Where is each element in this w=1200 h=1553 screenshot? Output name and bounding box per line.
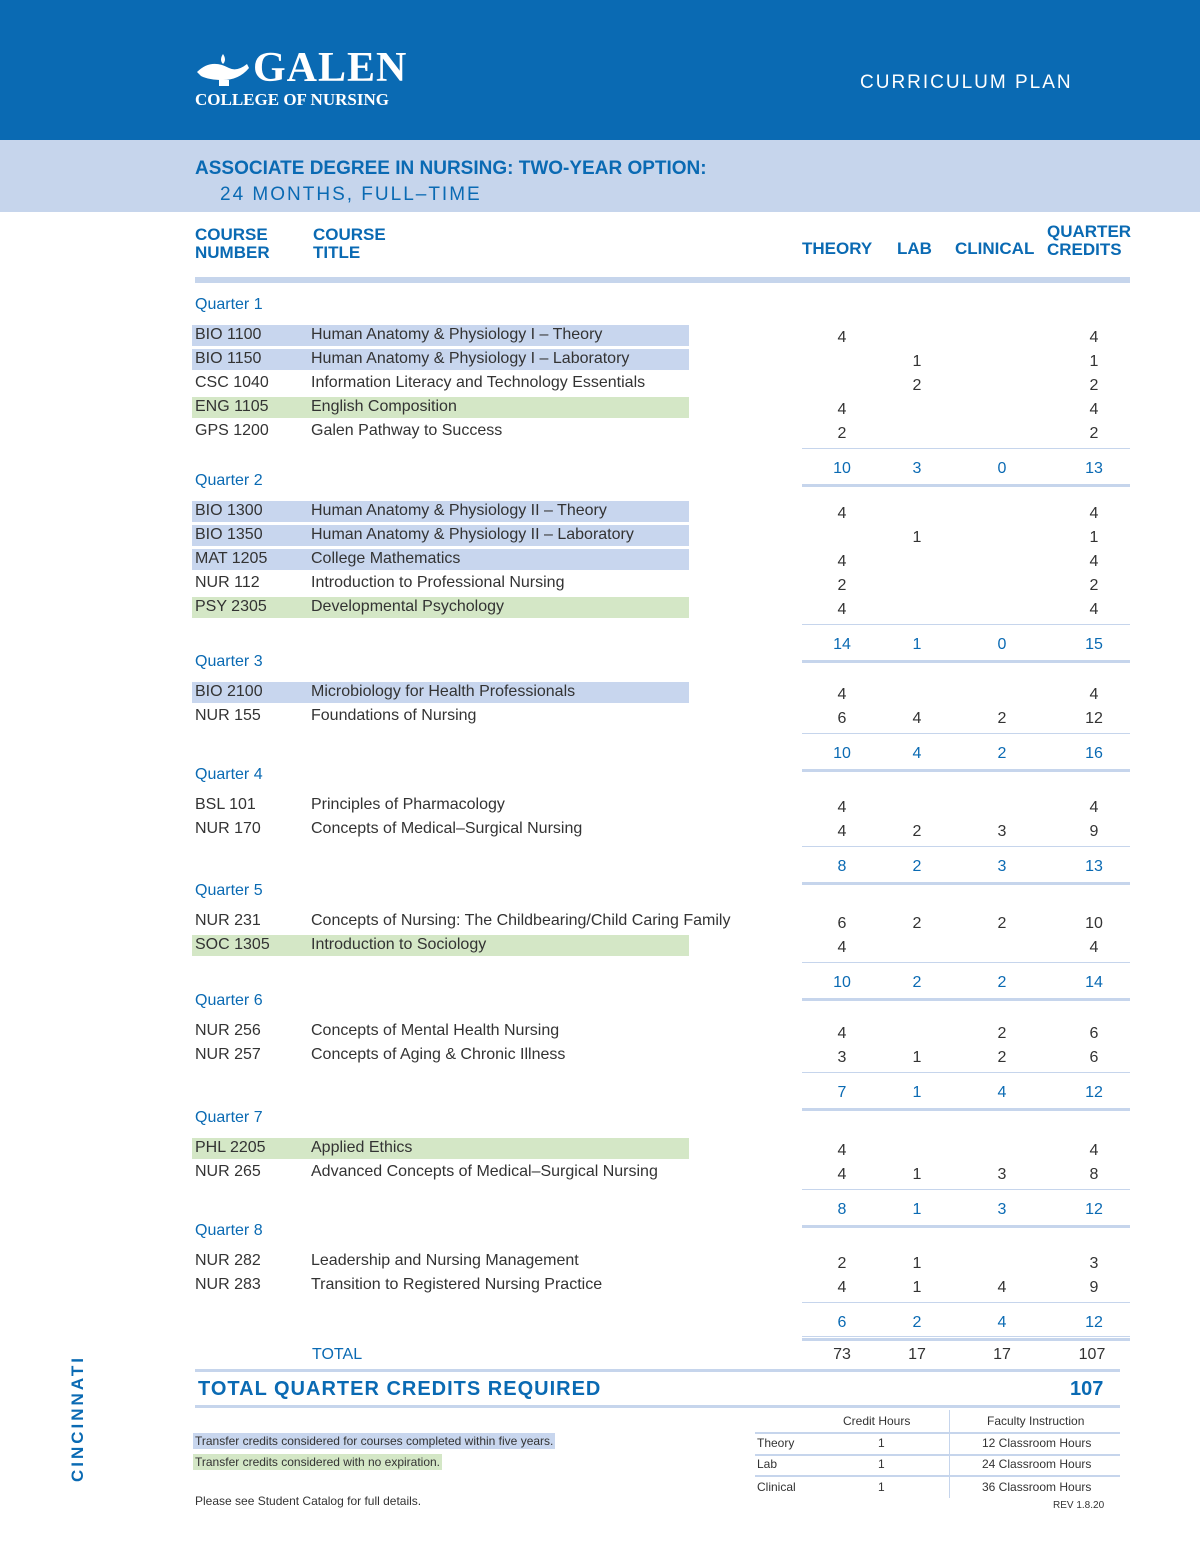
quarter-total-lab: 2 xyxy=(912,858,922,875)
quarter-total-credits: 13 xyxy=(1085,460,1103,477)
quarter-total-lab: 1 xyxy=(912,636,922,653)
campus-label: CINCINNATI xyxy=(68,1355,87,1482)
course-number: SOC 1305 xyxy=(195,936,270,953)
course-theory: 2 xyxy=(837,1255,847,1272)
quarter-label: Quarter 8 xyxy=(195,1222,263,1239)
quarter-total-clinical: 2 xyxy=(997,745,1007,762)
subtotal-rule xyxy=(802,624,1130,625)
quarter-total-lab: 4 xyxy=(912,745,922,762)
course-title: Information Literacy and Technology Essentials xyxy=(311,374,646,391)
course-credits: 4 xyxy=(1089,553,1099,570)
course-credits: 2 xyxy=(1089,577,1099,594)
subtotal-rule xyxy=(802,962,1130,963)
course-lab: 1 xyxy=(912,1255,922,1272)
quarter-label: Quarter 6 xyxy=(195,992,263,1009)
course-theory: 3 xyxy=(837,1049,847,1066)
quarter-total-credits: 12 xyxy=(1085,1314,1103,1331)
course-credits: 4 xyxy=(1089,505,1099,522)
course-title: Concepts of Nursing: The Childbearing/Child Caring Family xyxy=(311,912,731,929)
quarter-total-rule xyxy=(802,882,1130,885)
course-theory: 6 xyxy=(837,915,847,932)
course-credits: 4 xyxy=(1089,799,1099,816)
legend-instr-header: Faculty Instruction xyxy=(987,1414,1085,1428)
course-number: NUR 257 xyxy=(195,1046,261,1063)
course-credits: 9 xyxy=(1089,823,1099,840)
course-lab: 2 xyxy=(912,823,922,840)
quarter-total-clinical: 2 xyxy=(997,974,1007,991)
course-clinical: 4 xyxy=(997,1279,1007,1296)
quarter-total-credits: 16 xyxy=(1085,745,1103,762)
quarter-total-theory: 8 xyxy=(837,858,847,875)
course-title: Human Anatomy & Physiology II – Laboratory xyxy=(311,526,634,543)
course-theory: 4 xyxy=(837,1166,847,1183)
quarter-total-lab: 2 xyxy=(912,974,922,991)
course-number: NUR 155 xyxy=(195,707,261,724)
course-credits: 2 xyxy=(1089,377,1099,394)
course-title: Developmental Psychology xyxy=(311,598,504,615)
quarter-total-theory: 10 xyxy=(833,974,851,991)
course-theory: 4 xyxy=(837,939,847,956)
quarter-label: Quarter 2 xyxy=(195,472,263,489)
quarter-total-rule xyxy=(802,660,1130,663)
quarter-total-clinical: 3 xyxy=(997,1201,1007,1218)
quarter-total-theory: 6 xyxy=(837,1314,847,1331)
legend-instr: 24 Classroom Hours xyxy=(982,1457,1092,1471)
course-clinical: 2 xyxy=(997,1049,1007,1066)
course-credits: 9 xyxy=(1089,1279,1099,1296)
quarter-total-theory: 10 xyxy=(833,745,851,762)
course-lab: 1 xyxy=(912,1279,922,1296)
quarter-total-credits: 13 xyxy=(1085,858,1103,875)
course-lab: 1 xyxy=(912,353,922,370)
course-credits: 2 xyxy=(1089,425,1099,442)
quarter-label: Quarter 7 xyxy=(195,1109,263,1126)
legend-credit: 1 xyxy=(878,1436,885,1450)
course-theory: 4 xyxy=(837,401,847,418)
lamp-icon xyxy=(193,50,253,90)
course-title: Human Anatomy & Physiology I – Laboratory xyxy=(311,350,630,367)
course-theory: 4 xyxy=(837,505,847,522)
quarter-total-clinical: 3 xyxy=(997,858,1007,875)
total-credits: 107 xyxy=(1078,1346,1106,1363)
course-theory: 2 xyxy=(837,577,847,594)
course-number: NUR 282 xyxy=(195,1252,261,1269)
course-theory: 6 xyxy=(837,710,847,727)
header-bar xyxy=(0,0,1200,140)
course-title: Advanced Concepts of Medical–Surgical Nursing xyxy=(311,1163,658,1180)
course-theory: 4 xyxy=(837,686,847,703)
quarter-total-rule xyxy=(802,998,1130,1001)
course-credits: 1 xyxy=(1089,529,1099,546)
course-number: PHL 2205 xyxy=(195,1139,266,1156)
course-title: Human Anatomy & Physiology I – Theory xyxy=(311,326,603,343)
course-number: NUR 112 xyxy=(195,574,260,591)
course-number: BIO 1350 xyxy=(195,526,263,543)
legend-instr: 12 Classroom Hours xyxy=(982,1436,1092,1450)
course-credits: 4 xyxy=(1089,1142,1099,1159)
revision-label: REV 1.8.20 xyxy=(1053,1500,1105,1511)
legend-type: Lab xyxy=(757,1457,778,1471)
course-theory: 4 xyxy=(837,823,847,840)
course-number: NUR 256 xyxy=(195,1022,261,1039)
course-lab: 4 xyxy=(912,710,922,727)
quarter-total-rule xyxy=(802,1108,1130,1111)
quarter-label: Quarter 5 xyxy=(195,882,263,899)
course-theory: 4 xyxy=(837,329,847,346)
course-title: Microbiology for Health Professionals xyxy=(311,683,576,700)
course-credits: 4 xyxy=(1089,686,1099,703)
course-title: Transition to Registered Nursing Practice xyxy=(311,1276,603,1293)
quarter-total-theory: 8 xyxy=(837,1201,847,1218)
course-credits: 4 xyxy=(1089,401,1099,418)
quarter-total-credits: 12 xyxy=(1085,1201,1103,1218)
doc-label: CURRICULUM PLAN xyxy=(860,72,1073,93)
col-lab: LAB xyxy=(897,239,932,258)
course-lab: 1 xyxy=(912,1049,922,1066)
course-theory: 4 xyxy=(837,1142,847,1159)
legend-rule xyxy=(755,1432,1120,1434)
course-theory: 2 xyxy=(837,425,847,442)
legend-instr: 36 Classroom Hours xyxy=(982,1480,1092,1494)
course-credits: 4 xyxy=(1089,601,1099,618)
course-credits: 1 xyxy=(1089,353,1099,370)
quarter-total-clinical: 0 xyxy=(997,460,1007,477)
course-number: MAT 1205 xyxy=(195,550,268,567)
note-blue: Transfer credits considered for courses completed within five years. xyxy=(195,1434,554,1448)
course-clinical: 2 xyxy=(997,915,1007,932)
quarter-total-theory: 7 xyxy=(837,1084,847,1101)
subtotal-rule xyxy=(802,1189,1130,1190)
required-credits-value: 107 xyxy=(1070,1378,1104,1400)
quarter-label: Quarter 4 xyxy=(195,766,263,783)
logo-sub-text: COLLEGE OF NURSING xyxy=(195,90,389,109)
course-lab: 1 xyxy=(912,529,922,546)
quarter-total-rule xyxy=(802,1338,1130,1341)
quarter-total-lab: 3 xyxy=(912,460,922,477)
subtotal-rule xyxy=(802,1302,1130,1303)
legend-credit: 1 xyxy=(878,1457,885,1471)
course-number: CSC 1040 xyxy=(195,374,269,391)
quarter-total-rule xyxy=(802,1225,1130,1228)
quarter-total-rule xyxy=(802,769,1130,772)
quarter-total-credits: 14 xyxy=(1085,974,1103,991)
quarter-total-credits: 12 xyxy=(1085,1084,1103,1101)
required-credits-label: TOTAL QUARTER CREDITS REQUIRED xyxy=(198,1378,602,1400)
header-divider xyxy=(195,277,1130,283)
course-number: BSL 101 xyxy=(195,796,256,813)
course-title: Leadership and Nursing Management xyxy=(311,1252,579,1269)
legend-rule xyxy=(755,1475,1120,1477)
course-number: NUR 265 xyxy=(195,1163,261,1180)
course-theory: 4 xyxy=(837,601,847,618)
total-lab: 17 xyxy=(908,1346,926,1363)
quarter-total-theory: 14 xyxy=(833,636,851,653)
legend-type: Clinical xyxy=(757,1480,796,1494)
course-title: Applied Ethics xyxy=(311,1139,413,1156)
col-clinical: CLINICAL xyxy=(955,239,1035,258)
course-number: ENG 1105 xyxy=(195,398,269,415)
program-subtitle: 24 MONTHS, FULL–TIME xyxy=(220,184,482,205)
total-label: TOTAL xyxy=(312,1346,363,1363)
course-theory: 4 xyxy=(837,1025,847,1042)
course-number: BIO 1300 xyxy=(195,502,263,519)
course-title: English Composition xyxy=(311,398,457,415)
legend-credit-header: Credit Hours xyxy=(843,1414,911,1428)
course-title: Concepts of Mental Health Nursing xyxy=(311,1022,560,1039)
course-lab: 2 xyxy=(912,915,922,932)
course-title: Concepts of Medical–Surgical Nursing xyxy=(311,820,583,837)
course-number: NUR 283 xyxy=(195,1276,261,1293)
quarter-label: Quarter 1 xyxy=(195,296,263,313)
course-clinical: 2 xyxy=(997,710,1007,727)
quarter-total-rule xyxy=(802,484,1130,487)
course-credits: 10 xyxy=(1085,915,1103,932)
subtotal-rule xyxy=(802,1072,1130,1073)
course-title: Concepts of Aging & Chronic Illness xyxy=(311,1046,566,1063)
course-number: BIO 1150 xyxy=(195,350,262,367)
course-credits: 8 xyxy=(1089,1166,1099,1183)
note-green: Transfer credits considered with no expiration. xyxy=(195,1455,441,1469)
course-credits: 6 xyxy=(1089,1025,1099,1042)
legend-type: Theory xyxy=(757,1436,795,1450)
legend-credit: 1 xyxy=(878,1480,885,1494)
course-title: Foundations of Nursing xyxy=(311,707,477,724)
col-course-number: COURSE NUMBER xyxy=(195,225,270,262)
course-credits: 4 xyxy=(1089,329,1099,346)
course-theory: 4 xyxy=(837,799,847,816)
course-number: NUR 231 xyxy=(195,912,261,929)
course-lab: 2 xyxy=(912,377,922,394)
course-credits: 4 xyxy=(1089,939,1099,956)
quarter-total-lab: 1 xyxy=(912,1201,922,1218)
quarter-label: Quarter 3 xyxy=(195,653,263,670)
course-title: Introduction to Sociology xyxy=(311,936,487,953)
quarter-total-clinical: 4 xyxy=(997,1314,1007,1331)
course-clinical: 3 xyxy=(997,1166,1007,1183)
course-number: BIO 2100 xyxy=(195,683,263,700)
course-lab: 1 xyxy=(912,1166,922,1183)
col-course-title: COURSE TITLE xyxy=(313,225,386,262)
total-clinical: 17 xyxy=(993,1346,1011,1363)
course-theory: 4 xyxy=(837,1279,847,1296)
subtotal-rule xyxy=(802,846,1130,847)
col-theory: THEORY xyxy=(802,239,873,258)
quarter-total-lab: 1 xyxy=(912,1084,922,1101)
course-title: College Mathematics xyxy=(311,550,461,567)
course-title: Introduction to Professional Nursing xyxy=(311,574,565,591)
total-theory: 73 xyxy=(833,1346,851,1363)
subtotal-rule xyxy=(802,448,1130,449)
course-number: NUR 170 xyxy=(195,820,261,837)
quarter-total-credits: 15 xyxy=(1085,636,1103,653)
quarter-total-theory: 10 xyxy=(833,460,851,477)
course-clinical: 2 xyxy=(997,1025,1007,1042)
grand-total-rule xyxy=(802,1336,1130,1337)
course-credits: 6 xyxy=(1089,1049,1099,1066)
legend-rule xyxy=(755,1454,1120,1456)
course-title: Principles of Pharmacology xyxy=(311,796,505,813)
course-title: Galen Pathway to Success xyxy=(311,422,503,439)
quarter-total-lab: 2 xyxy=(912,1314,922,1331)
note-catalog: Please see Student Catalog for full details. xyxy=(195,1494,422,1508)
course-title: Human Anatomy & Physiology II – Theory xyxy=(311,502,607,519)
course-theory: 4 xyxy=(837,553,847,570)
required-bottom-rule xyxy=(195,1405,1120,1408)
quarter-total-clinical: 0 xyxy=(997,636,1007,653)
transfer-highlight xyxy=(192,1138,689,1159)
program-title: ASSOCIATE DEGREE IN NURSING: TWO-YEAR OPTION: xyxy=(195,158,707,179)
logo-main-text: GALEN xyxy=(253,45,408,91)
course-credits: 3 xyxy=(1089,1255,1099,1272)
course-number: GPS 1200 xyxy=(195,422,269,439)
subtotal-rule xyxy=(802,733,1130,734)
required-top-rule xyxy=(195,1369,1120,1372)
course-clinical: 3 xyxy=(997,823,1007,840)
course-number: PSY 2305 xyxy=(195,598,267,615)
course-number: BIO 1100 xyxy=(195,326,262,343)
col-credits: QUARTER CREDITS xyxy=(1047,222,1132,259)
quarter-total-clinical: 4 xyxy=(997,1084,1007,1101)
course-credits: 12 xyxy=(1085,710,1103,727)
